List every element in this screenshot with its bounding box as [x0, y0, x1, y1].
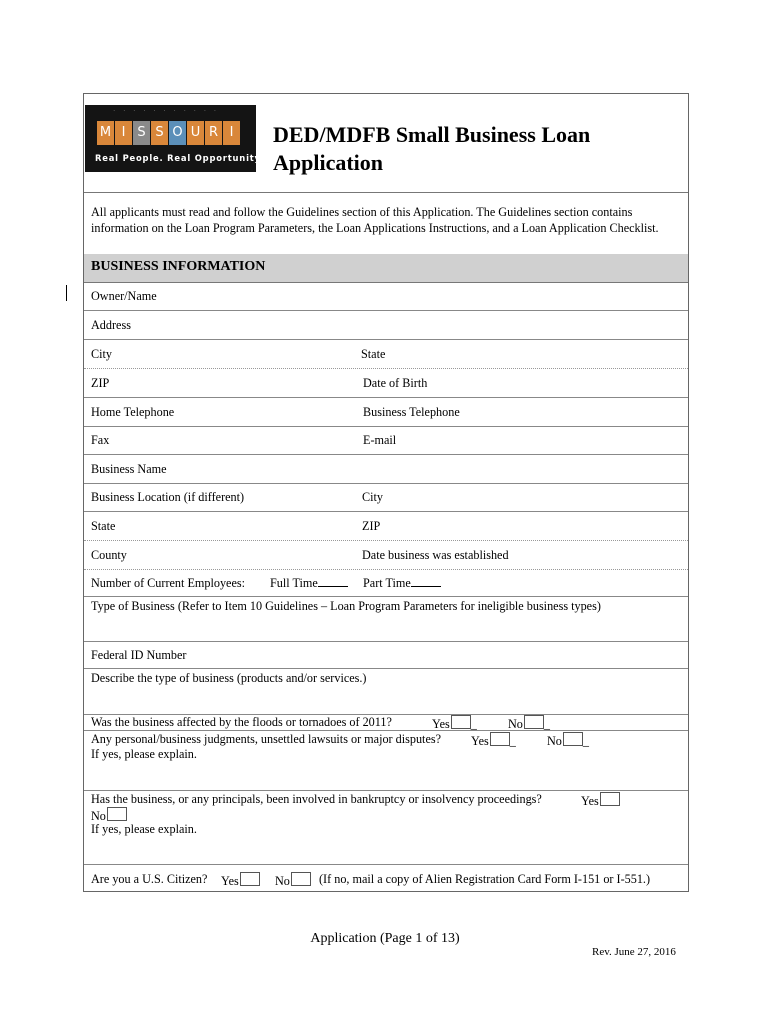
logo-letter-s: S: [133, 121, 150, 145]
citizen-yes[interactable]: [221, 872, 260, 889]
state2-label: State: [91, 519, 116, 533]
home-telephone-label: Home Telephone: [91, 405, 175, 419]
logo-letter-r: R: [205, 121, 222, 145]
describe-business-row[interactable]: [84, 669, 688, 715]
business-location-row[interactable]: [84, 483, 688, 512]
state-label: State: [361, 347, 386, 361]
business-location-label: Business Location (if different): [91, 490, 245, 504]
title-line-1: DED/MDFB Small Business Loan: [273, 122, 591, 147]
city2-label: City: [362, 490, 383, 504]
part-time-label: Part Time: [363, 576, 411, 590]
judgments-yes-label: Yes: [471, 734, 489, 748]
floods-yes-checkbox[interactable]: [451, 715, 471, 729]
text-cursor-mark: [66, 285, 67, 301]
bankruptcy-row: [84, 791, 688, 865]
owner-name-row[interactable]: [84, 282, 688, 311]
floods-no-checkbox[interactable]: [524, 715, 544, 729]
logo-letter-s2: S: [151, 121, 168, 145]
type-of-business-label: Type of Business (Refer to Item 10 Guidelines – Loan Program Parameters for ineligible business types): [91, 599, 601, 613]
revision-date: Rev. June 27, 2016: [592, 946, 676, 958]
zip-label: ZIP: [91, 376, 110, 390]
logo-letter-m: M: [97, 121, 114, 145]
floods-yes[interactable]: Yes _: [432, 717, 477, 731]
bankruptcy-yes-label: Yes: [581, 794, 599, 808]
judgments-row: [84, 731, 688, 791]
judgments-explain-label: If yes, please explain.: [91, 747, 197, 761]
business-name-row[interactable]: [84, 455, 688, 484]
logo-letter-i: I: [115, 121, 132, 145]
date-established-label: Date business was established: [362, 548, 509, 562]
dob-label: Date of Birth: [363, 376, 428, 390]
citizen-note: (If no, mail a copy of Alien Registration Card Form I-151 or I-551.): [319, 872, 651, 886]
citizen-no-checkbox[interactable]: [291, 872, 311, 886]
citizen-row: [84, 865, 688, 892]
federal-id-row[interactable]: [84, 642, 688, 669]
county-label: County: [91, 548, 127, 562]
fax-label: Fax: [91, 433, 110, 447]
owner-name-label: Owner/Name: [91, 289, 157, 303]
intro-section: [84, 192, 688, 255]
judgments-no-checkbox[interactable]: [563, 732, 583, 746]
section-title: BUSINESS INFORMATION: [91, 259, 266, 274]
logo-dots: · · · · · · · · · · ·: [113, 107, 220, 115]
logo-letter-o: O: [169, 121, 186, 145]
logo-letter-i2: I: [223, 121, 240, 145]
zip-dob-row[interactable]: [84, 369, 688, 398]
part-time-field[interactable]: [363, 576, 441, 591]
floods-question: Was the business affected by the floods or tornadoes of 2011?: [91, 715, 392, 729]
bankruptcy-yes[interactable]: [581, 792, 620, 809]
federal-id-label: Federal ID Number: [91, 648, 187, 662]
business-name-label: Business Name: [91, 462, 167, 476]
bankruptcy-question: Has the business, or any principals, been involved in bankruptcy or insolvency proceedings?: [91, 792, 542, 806]
email-label: E-mail: [363, 433, 397, 447]
floods-row: [84, 715, 688, 731]
full-time-field[interactable]: [270, 576, 348, 591]
full-time-label: Full Time: [270, 576, 318, 590]
missouri-logo: [85, 105, 265, 172]
bankruptcy-yes-checkbox[interactable]: [600, 792, 620, 806]
citizen-yes-checkbox[interactable]: [240, 872, 260, 886]
telephone-row[interactable]: [84, 398, 688, 427]
floods-no-label: No: [508, 717, 523, 731]
floods-yes-label: Yes: [432, 717, 450, 731]
judgments-no-label: No: [547, 734, 562, 748]
logo-tagline: Real People. Real Opportunity.: [95, 153, 265, 163]
city-label: City: [91, 347, 112, 361]
city-state-row[interactable]: [84, 340, 688, 369]
address-row[interactable]: [84, 311, 688, 340]
floods-no[interactable]: No _: [508, 717, 550, 731]
county-established-row[interactable]: [84, 541, 688, 570]
employees-row[interactable]: [84, 570, 688, 597]
citizen-no-label: No: [275, 874, 290, 888]
logo-letter-u: U: [187, 121, 204, 145]
page-number: Application (Page 1 of 13): [310, 931, 460, 946]
address-label: Address: [91, 318, 131, 332]
fax-email-row[interactable]: [84, 426, 688, 455]
application-form: [83, 93, 689, 892]
judgments-yes[interactable]: Yes _: [471, 734, 516, 748]
zip2-label: ZIP: [362, 519, 381, 533]
part-time-line[interactable]: [411, 576, 441, 587]
describe-business-label: Describe the type of business (products and/or services.): [91, 671, 367, 685]
bankruptcy-no-label: No: [91, 809, 106, 823]
judgments-question: Any personal/business judgments, unsettled lawsuits or major disputes?: [91, 732, 442, 746]
employees-label: Number of Current Employees:: [91, 576, 245, 590]
title-line-2: Application: [273, 150, 384, 175]
full-time-line[interactable]: [318, 576, 348, 587]
form-header: [84, 94, 688, 193]
citizen-no[interactable]: [275, 872, 311, 889]
page-title: [273, 121, 590, 177]
type-of-business-row[interactable]: [84, 597, 688, 642]
bankruptcy-explain-label: If yes, please explain.: [91, 822, 197, 836]
judgments-no[interactable]: No _: [547, 734, 589, 748]
intro-text: All applicants must read and follow the Guidelines section of this Application. The Guidelines section contains information on the Loan Program Parameters, the Loan Applications Instructions, and a Loan Application Checklist.: [91, 205, 659, 235]
citizen-question: Are you a U.S. Citizen?: [91, 872, 208, 886]
citizen-yes-label: Yes: [221, 874, 239, 888]
section-header: [84, 254, 688, 283]
judgments-yes-checkbox[interactable]: [490, 732, 510, 746]
business-telephone-label: Business Telephone: [363, 405, 460, 419]
state-zip-row[interactable]: [84, 512, 688, 541]
bankruptcy-no-checkbox[interactable]: [107, 807, 127, 821]
